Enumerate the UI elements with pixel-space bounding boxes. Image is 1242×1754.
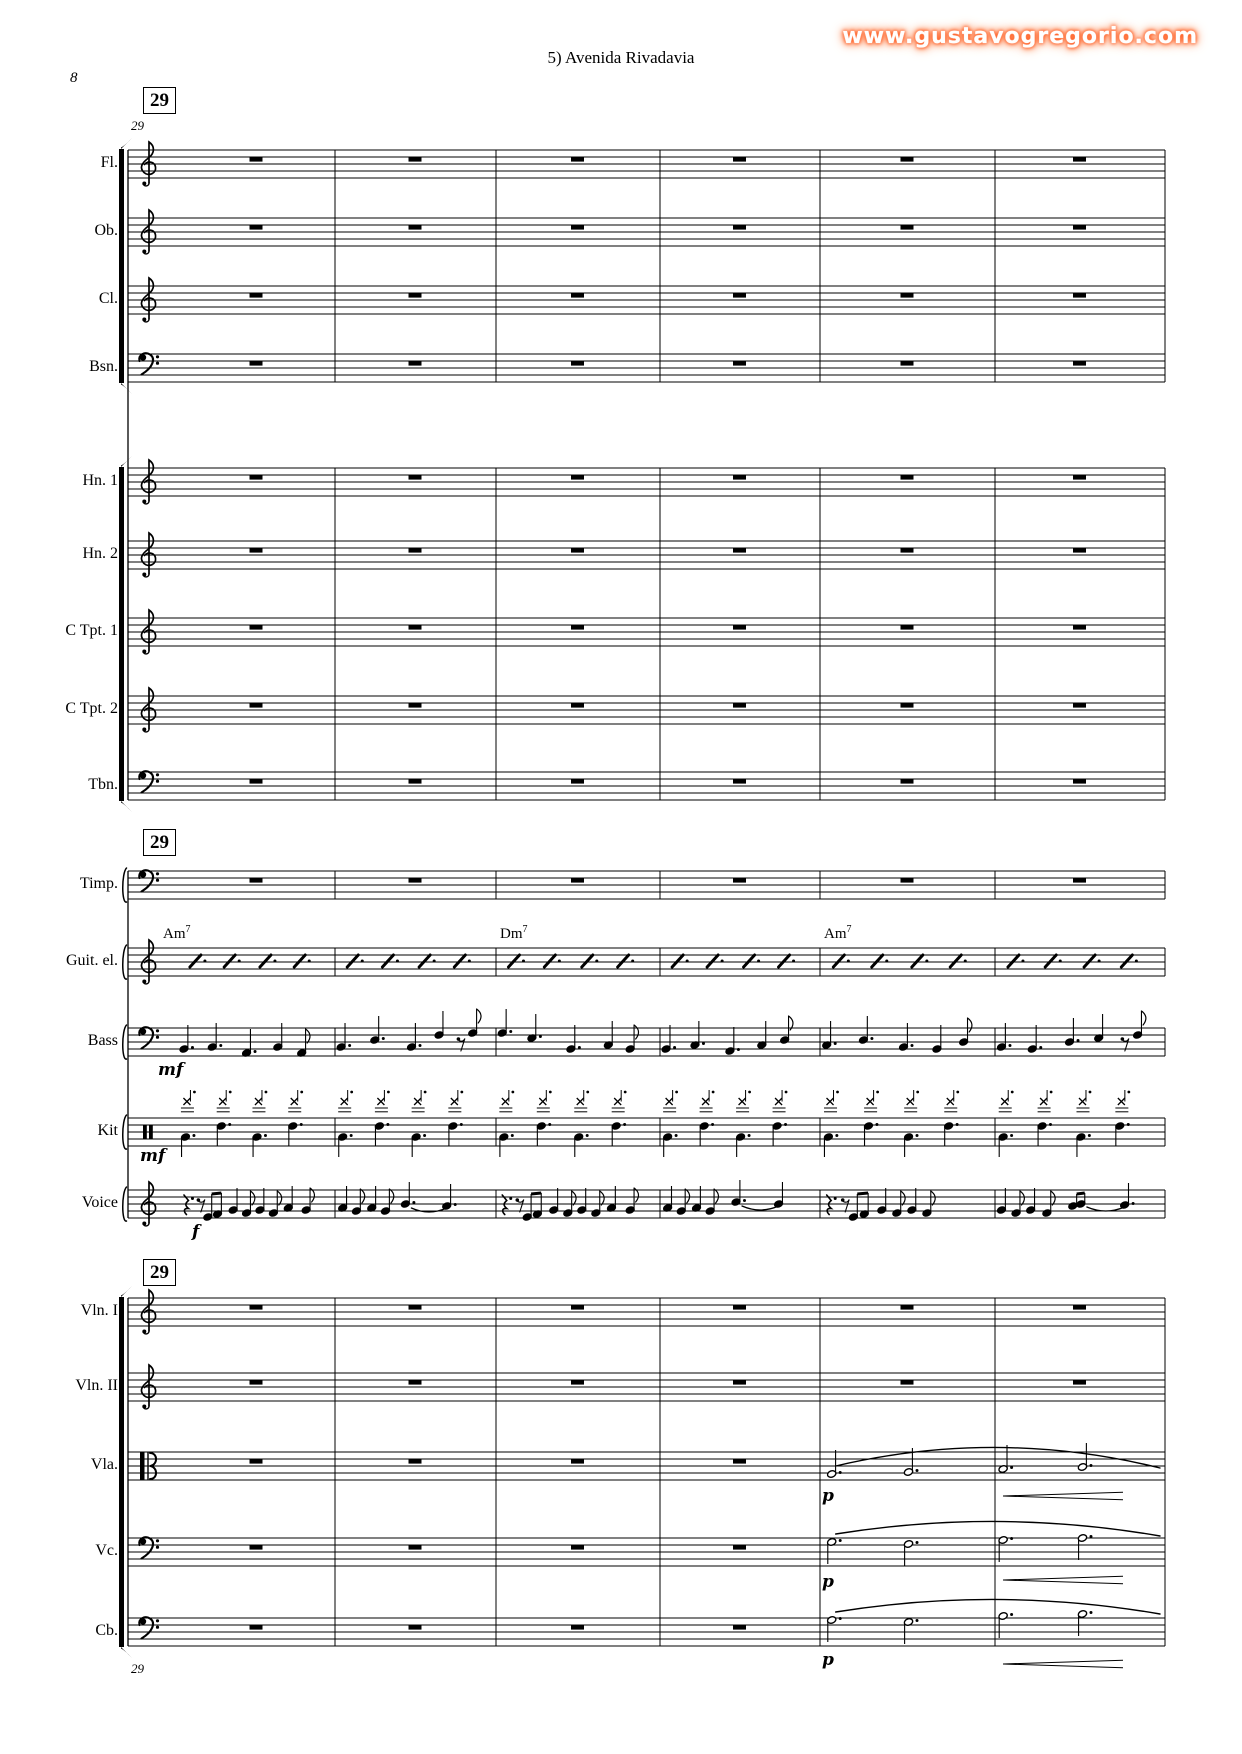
staff-label-guit: Guit. el.: [66, 952, 118, 969]
staff-label-vla: Vla.: [90, 1456, 118, 1473]
staff-label-tbn: Tbn.: [88, 776, 118, 793]
staff-label-kit: Kit: [97, 1122, 118, 1139]
dynamic-voice-f: f: [192, 1222, 200, 1242]
dynamic-vla-p: p: [822, 1486, 834, 1506]
dynamic-kit-mf: mf: [140, 1146, 166, 1166]
staff-label-ctpt1: C Tpt. 1: [65, 622, 118, 639]
rehearsal-mark-top: 29: [143, 87, 176, 114]
page-title: 5) Avenida Rivadavia: [547, 48, 695, 67]
chord-root: Am: [163, 926, 186, 942]
chord-root: Am: [824, 926, 847, 942]
staff-label-bsn: Bsn.: [89, 358, 118, 375]
staff-label-hn1: Hn. 1: [82, 472, 118, 489]
staff-label-cb: Cb.: [95, 1622, 118, 1639]
measure-number-bottom: 29: [131, 1661, 144, 1676]
chord-symbol-am7-1: [163, 924, 191, 943]
chord-quality: 7: [185, 924, 191, 935]
chord-quality: 7: [846, 924, 852, 935]
watermark-text: www.gustavogregorio.com: [842, 24, 1198, 49]
chord-symbol-dm7: [500, 924, 528, 943]
staff-label-ob: Ob.: [94, 222, 118, 239]
staff-label-bass: Bass: [87, 1032, 118, 1049]
staff-label-voice: Voice: [81, 1194, 118, 1211]
staff-label-vln2: Vln. II: [75, 1377, 118, 1394]
staff-label-ctpt2: C Tpt. 2: [65, 700, 118, 717]
staff-label-vln1: Vln. I: [80, 1302, 118, 1319]
rehearsal-mark-middle: 29: [143, 829, 176, 856]
dynamic-bass-mf: mf: [158, 1060, 184, 1080]
staff-label-hn2: Hn. 2: [82, 545, 118, 562]
dynamic-vc-p: p: [822, 1572, 834, 1592]
staff-label-timp: Timp.: [79, 875, 118, 892]
page-number: 8: [70, 70, 78, 86]
measure-number-top: 29: [131, 118, 144, 133]
staff-label-cl: Cl.: [98, 290, 118, 307]
chord-symbol-am7-2: [824, 924, 852, 943]
chord-quality: 7: [522, 924, 528, 935]
staff-label-fl: Fl.: [100, 154, 118, 171]
chord-root: Dm: [500, 926, 523, 942]
rehearsal-mark-bottom: 29: [143, 1259, 176, 1286]
staff-label-vc: Vc.: [95, 1542, 118, 1559]
dynamic-cb-p: p: [822, 1650, 834, 1670]
